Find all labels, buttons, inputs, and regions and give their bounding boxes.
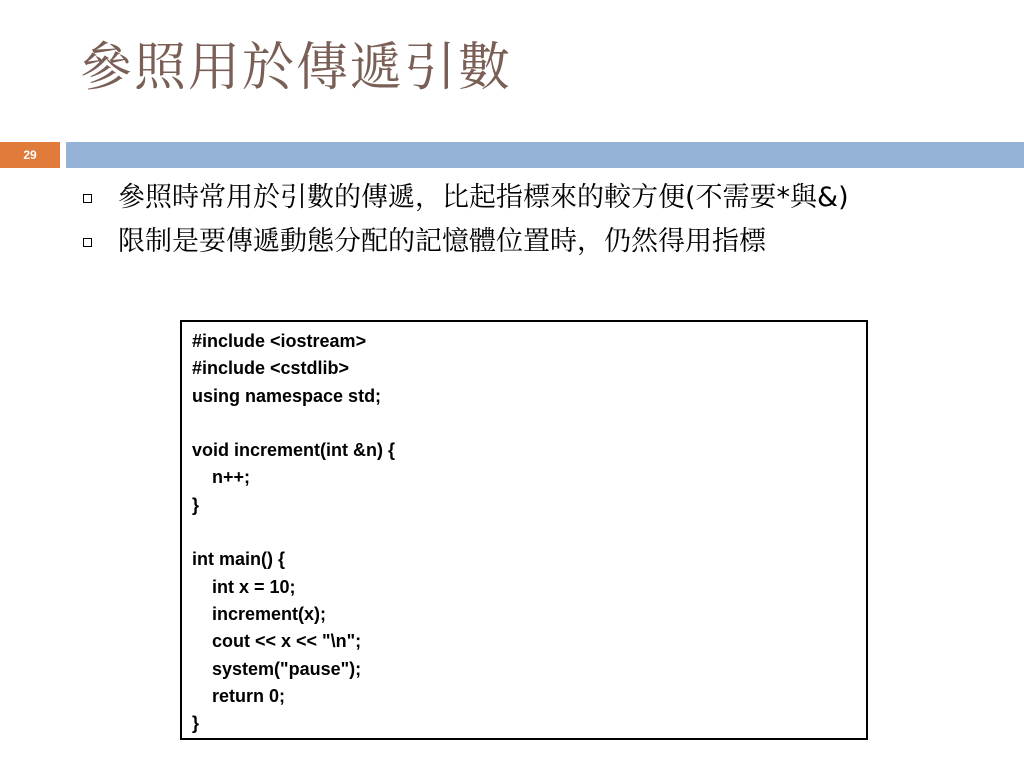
bullet-text: 參照時常用於引數的傳遞，比起指標來的較方便(不需要*與&) (118, 182, 849, 213)
code-line: return 0; (192, 685, 286, 706)
code-line: cout << x << "\n"; (192, 631, 362, 652)
slide-title: 參照用於傳遞引數 (80, 38, 513, 98)
square-bullet-icon (83, 194, 92, 203)
code-line: } (192, 713, 200, 734)
page-number-badge: 29 (0, 142, 60, 168)
code-line: int x = 10; (192, 576, 296, 597)
header-bar (66, 142, 1024, 168)
code-line (192, 410, 856, 437)
code-block (180, 320, 868, 740)
code-line (192, 519, 856, 546)
code-line: void increment(int &n) { (192, 440, 396, 461)
bullet-item (80, 224, 980, 260)
code-line: increment(x); (192, 603, 327, 624)
square-bullet-icon (83, 238, 92, 247)
code-line: using namespace std; (192, 385, 382, 406)
code-line: #include <cstdlib> (192, 358, 350, 379)
bullet-item (80, 180, 980, 216)
bullet-list (80, 180, 980, 268)
code-line: int main() { (192, 549, 285, 570)
code-line: } (192, 494, 200, 515)
bullet-text: 限制是要傳遞動態分配的記憶體位置時，仍然得用指標 (118, 226, 766, 257)
code-line: #include <iostream> (192, 331, 367, 351)
code-line: n++; (192, 467, 251, 488)
code-line: system("pause"); (192, 658, 362, 679)
